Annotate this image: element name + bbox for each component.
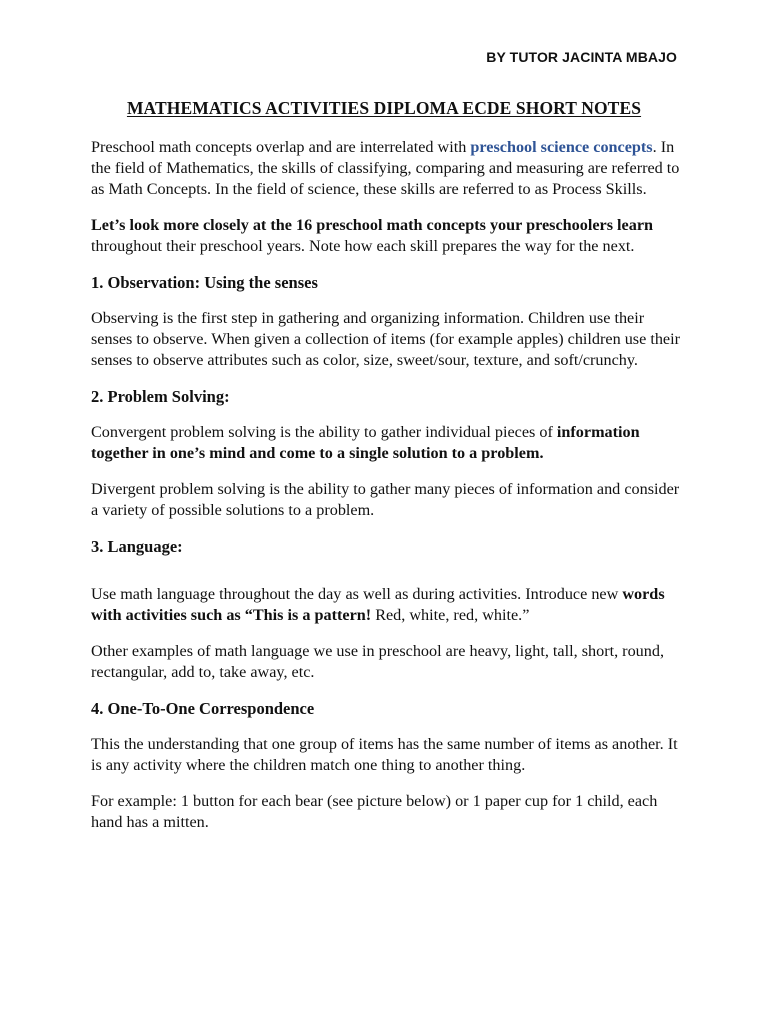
intro-text-after: . In the field of Mathematics, the skills of classifying, comparing and measuring are referred to as Math Concepts. In the field of science, these skills are referred to as Process Skills. bbox=[91, 138, 680, 198]
language-paragraph-2: Other examples of math language we use in preschool are heavy, light, tall, short, round, rectangular, add to, take away, etc. bbox=[91, 642, 664, 681]
one-to-one-paragraph-2: For example: 1 button for each bear (see picture below) or 1 paper cup for 1 child, each hand has a mitten. bbox=[91, 792, 658, 831]
observation-paragraph: Observing is the first step in gathering and organizing information. Children use their senses to observe. When given a collection of items (for example apples) children use their senses to observe attributes such as color, size, sweet/sour, texture, and soft/crunchy. bbox=[91, 309, 681, 369]
language-text-start: Use math language throughout the day as well as during activities. Introduce new bbox=[91, 585, 623, 603]
intro-bold-text: Let’s look more closely at the 16 preschool math concepts your preschoolers learn bbox=[91, 216, 654, 234]
intro-paragraph-1 bbox=[91, 137, 681, 200]
convergent-text-start: Convergent problem solving is the ability to gather individual pieces of bbox=[91, 423, 557, 441]
heading-language: 3. Language: bbox=[91, 537, 183, 556]
heading-one-to-one: 4. One-To-One Correspondence bbox=[91, 699, 315, 718]
one-to-one-paragraph-1: This the understanding that one group of items has the same number of items as another. It is any activity where the children match one thing to another thing. bbox=[91, 735, 678, 774]
header-author: BY TUTOR JACINTA MBAJO bbox=[486, 49, 677, 65]
language-bold-text: words with activities such as “This is a pattern! bbox=[91, 585, 665, 624]
document-title: MATHEMATICS ACTIVITIES DIPLOMA ECDE SHORT NOTES bbox=[126, 98, 642, 118]
convergent-paragraph bbox=[91, 422, 681, 464]
language-paragraph-1 bbox=[91, 584, 681, 626]
language-text-end: Red, white, red, white.” bbox=[371, 606, 530, 624]
heading-problem-solving: 2. Problem Solving: bbox=[91, 387, 230, 406]
convergent-bold-text: information together in one’s mind and come to a single solution to a problem. bbox=[91, 423, 640, 462]
document-body bbox=[91, 137, 681, 848]
intro-paragraph-2 bbox=[91, 215, 681, 257]
divergent-paragraph: Divergent problem solving is the ability to gather many pieces of information and consider a variety of possible solutions to a problem. bbox=[91, 480, 680, 519]
preschool-science-link[interactable]: preschool science concepts bbox=[470, 138, 653, 156]
heading-observation: 1. Observation: Using the senses bbox=[91, 273, 318, 292]
intro-text-before: Preschool math concepts overlap and are interrelated with bbox=[91, 138, 471, 156]
intro-rest-text: throughout their preschool years. Note how each skill prepares the way for the next. bbox=[91, 237, 635, 255]
